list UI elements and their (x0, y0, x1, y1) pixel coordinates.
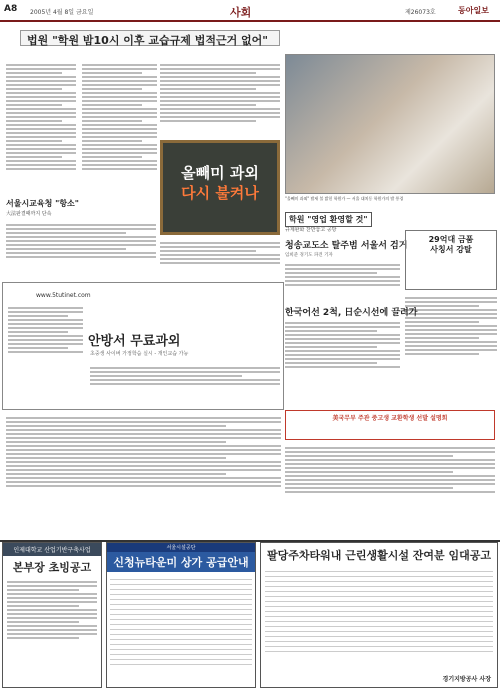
quote-subhead: 규제완화 찬반놓고 공방 (285, 227, 337, 233)
lower-right-text (285, 445, 495, 535)
ad-housing-title: 신청뉴타운미 상가 공급안내 (107, 552, 255, 572)
board-line-2: 다시 불켜나 (181, 184, 259, 202)
ad-housing-org: 서울시설공단 (107, 543, 255, 552)
lead-text-col-1 (6, 62, 76, 187)
board-line-1: 올빼미 과외 (181, 164, 259, 182)
lead-headline: 법원 "학원 밤10시 이후 교습규제 법적근거 없어" (20, 30, 280, 46)
page-number: A8 (4, 4, 18, 14)
web-ad-url[interactable]: www.5tutinet.com (36, 292, 91, 299)
second-story-headline: 청송교도소 탈주범 서울서 검거 (285, 241, 408, 251)
section-title: 사회 (230, 6, 252, 19)
third-story-headline: 한국어선 2척, 日순시선에 끌려가 (285, 308, 418, 318)
second-story-text (285, 262, 400, 302)
issue-date: 2005년 4월 8일 금요일 (30, 9, 94, 16)
ad-parking-title: 팔당주차타워내 근린생활시설 잔여분 임대공고 (266, 549, 491, 562)
ad-housing (106, 542, 256, 688)
newspaper-logo: 동아일보 (458, 6, 489, 15)
third-story-text (285, 320, 400, 406)
ad-university (2, 542, 102, 688)
web-ad-subtitle: 초중생 사이버 가정학습 실시 - 개인교습 가능 (90, 351, 189, 357)
lower-body-text (6, 415, 281, 535)
news-photo (285, 54, 495, 194)
lead-text-col-2 (82, 62, 157, 187)
right-box-title-line-2: 사칭서 강탈 (430, 245, 472, 254)
right-box-text (405, 295, 497, 405)
sidebar-headline: 서울시교육청 "항소" (6, 199, 79, 208)
lead-text-col-4 (160, 240, 280, 278)
right-box-title-line-1: 29억대 금품 (428, 235, 474, 244)
ad-parking-tower (260, 542, 498, 688)
exchange-student-notice (285, 410, 495, 440)
photo-caption: "올빼미 과외" 밤새 불 밝힌 학원가 — 서울 대치동 학원가의 밤 풍경 (285, 196, 404, 201)
ad-university-title: 본부장 초빙공고 (12, 561, 92, 574)
ad-university-body (3, 575, 101, 645)
ad-parking-table (261, 563, 497, 656)
lead-text-col-3 (160, 62, 280, 137)
issue-number: 제26073호 (405, 9, 436, 16)
web-ad-title: 안방서 무료과외 (88, 334, 181, 349)
quote-headline: 학원 "영업 환영할 것" (285, 212, 372, 227)
sidebar-subhead: 大法판결때까지 단속 (6, 211, 52, 217)
sidebar-text (6, 222, 156, 277)
web-ad-left-text (8, 305, 83, 405)
ad-university-org: 인제대학교 산업기반구축사업 (3, 543, 101, 556)
notice-title: 美국무부 주관 중고생 교환학생 선발 설명회 (332, 415, 448, 422)
ad-parking-footer: 경기지방공사 사장 (442, 676, 491, 683)
web-ad-body-text (90, 365, 280, 405)
chalkboard-graphic (160, 140, 280, 235)
second-story-byline: 임희준 경기도 파견 기자 (285, 253, 333, 258)
ad-housing-table (107, 572, 255, 668)
right-news-box (405, 230, 497, 290)
